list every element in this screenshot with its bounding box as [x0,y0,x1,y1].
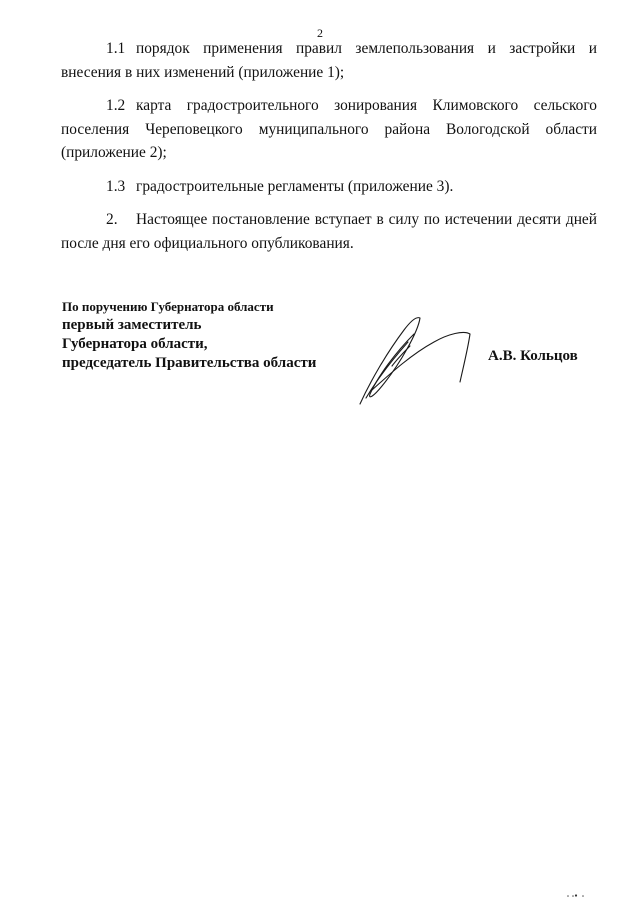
paragraph-text: Настоящее постановление вступает в силу по истечении десяти дней после дня его официального опубликования. [61,211,597,252]
document-body [61,37,597,265]
signer-name: А.В. Кольцов [488,348,578,364]
scan-specks [566,893,586,899]
paragraph-text: порядок применения правил землепользования и застройки и внесения в них изменений (приложение 1); [61,40,597,81]
paragraph-text: карта градостроительного зонирования Климовского сельского поселения Череповецкого муниципального района Вологодской области (приложение 2); [61,97,597,161]
paragraph-1-3 [61,175,597,199]
paragraph-number: 2. [106,211,118,228]
signatory-title-block [62,297,316,373]
paragraph-number: 1.1 [106,40,126,57]
paragraph-number: 1.3 [106,177,126,195]
paragraph-1-1 [61,37,597,84]
signatory-mandate: По поручению Губернатора области [62,299,274,314]
paragraph-2 [61,208,597,255]
paragraph-text: градостроительные регламенты (приложение 3). [136,177,454,195]
paragraph-1-2 [61,94,597,165]
signatory-title-line-2: Губернатора области, [62,336,208,352]
signatory-title-line-1: первый заместитель [62,317,202,333]
signatory-title-line-3: председатель Правительства области [62,355,317,371]
paragraph-number: 1.2 [106,97,126,114]
handwritten-signature [352,312,482,407]
page-number: 2 [317,26,323,40]
